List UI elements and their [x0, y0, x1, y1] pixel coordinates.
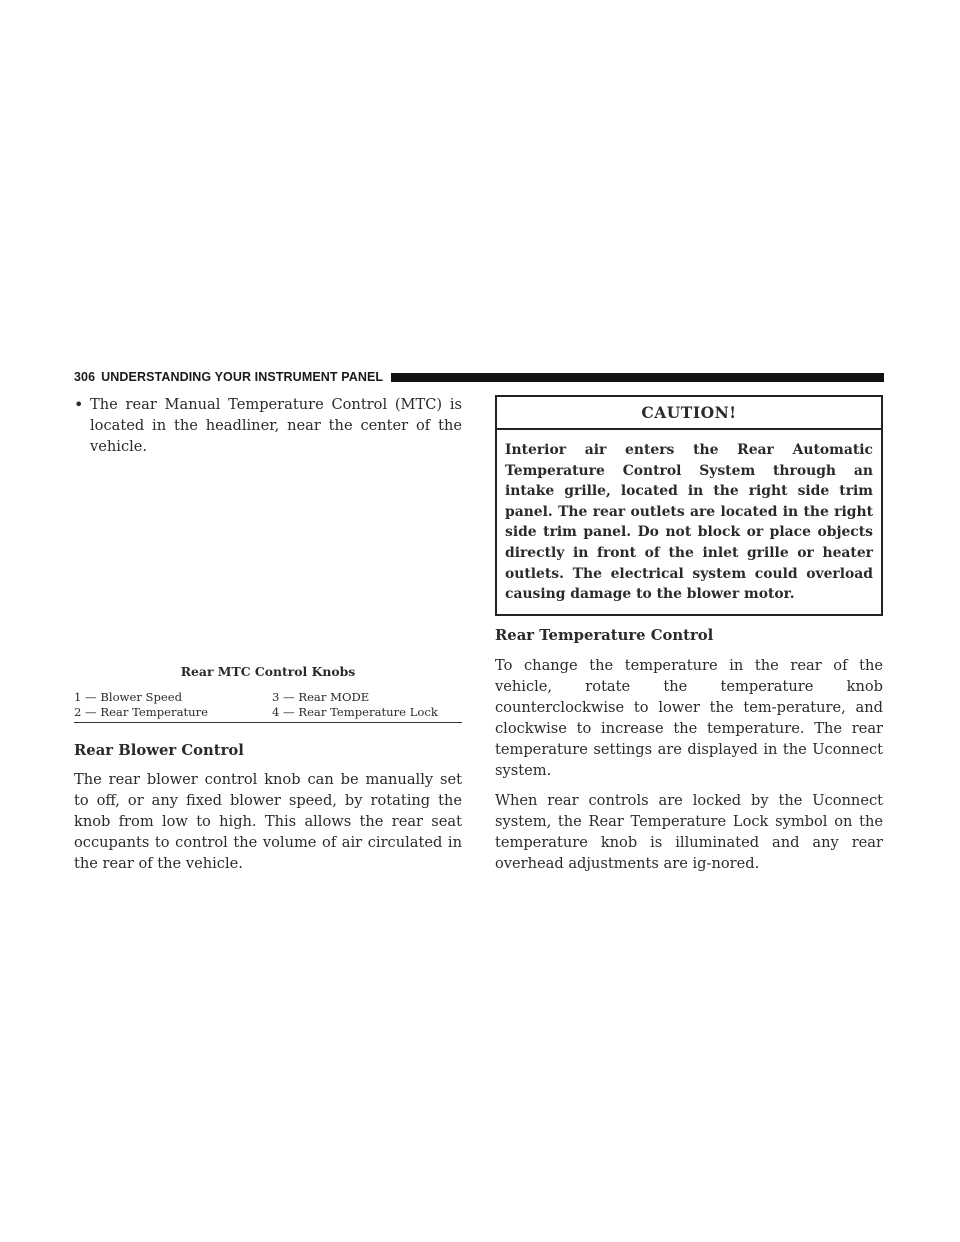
left-column	[74, 394, 462, 457]
section-title: UNDERSTANDING YOUR INSTRUMENT PANEL	[101, 370, 384, 384]
legend-item: 4 — Rear Temperature Lock	[272, 705, 438, 719]
blower-control-heading: Rear Blower Control	[74, 742, 244, 759]
right-column	[495, 395, 883, 874]
temperature-control-text: To change the temperature in the rear of the vehicle, rotate the temperature knob counterclockwise to lower the tem-perature, and clockwise to increase the temperature. The rear temperature settings are displayed in the Uconnect system.	[495, 656, 883, 779]
temperature-control-heading: Rear Temperature Control	[495, 626, 714, 644]
page-header	[74, 370, 884, 384]
caution-box	[495, 395, 883, 616]
figure-legend	[74, 690, 462, 723]
temperature-lock-text: When rear controls are locked by the Uconnect system, the Rear Temperature Lock symbol on the temperature knob is illuminated and any rear overhead adjustments are ig-nored.	[495, 791, 883, 872]
header-rule	[391, 373, 884, 382]
bullet-icon: •	[74, 395, 84, 414]
legend-item: 1 — Blower Speed	[74, 690, 183, 704]
caution-text: Interior air enters the Rear Automatic Temperature Control System through an intake grille, located in the right side trim panel. The rear outlets are located in the right side trim panel. Do not block or place objects directly in front of the inlet grille or heater outlets. The electrical system could overload causing damage to the blower motor.	[505, 442, 873, 603]
bullet-text: The rear Manual Temperature Control (MTC) is located in the headliner, near the center of the vehicle.	[90, 396, 462, 455]
caution-title: CAUTION!	[497, 397, 881, 430]
bullet-item	[74, 394, 462, 457]
figure-caption: Rear MTC Control Knobs	[180, 664, 356, 679]
page-number: 306	[74, 370, 96, 384]
legend-item: 2 — Rear Temperature	[74, 705, 209, 719]
blower-control-text: The rear blower control knob can be manually set to off, or any fixed blower speed, by rotating the knob from low to high. This allows the rear seat occupants to control the volume of air circulated in the rear of the vehicle.	[74, 771, 462, 872]
legend-item: 3 — Rear MODE	[272, 690, 370, 704]
